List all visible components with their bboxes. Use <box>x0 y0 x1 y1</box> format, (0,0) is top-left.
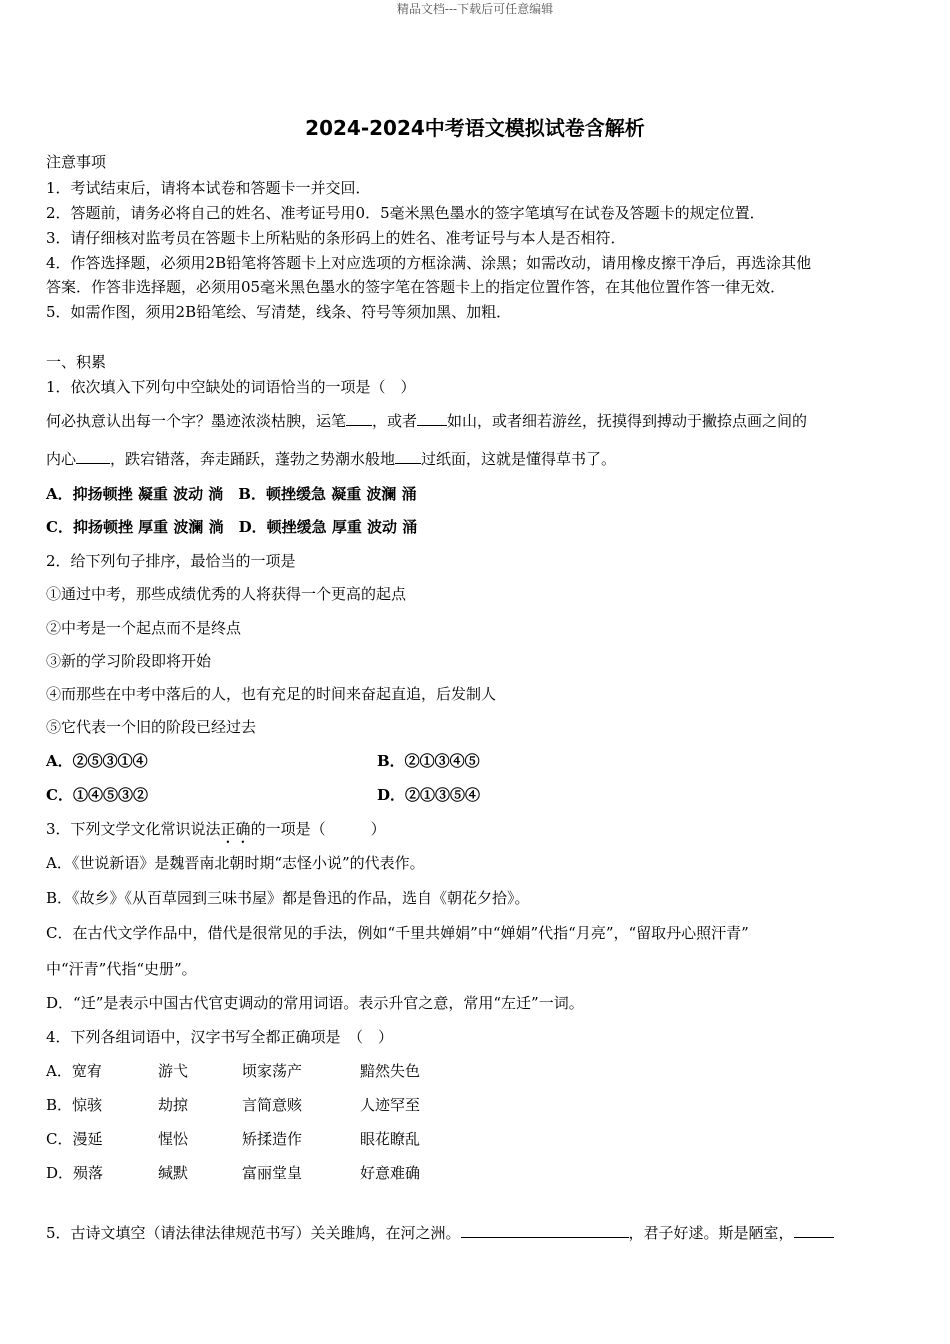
q4-word: D．殒落 <box>46 1164 104 1182</box>
q3-emphasis: 正确 <box>220 820 251 838</box>
q3-option-a: A．《世说新语》是魏晋南北朝时期“志怪小说”的代表作。 <box>46 854 425 872</box>
blank-3 <box>76 448 110 464</box>
q4-word: 好意难确 <box>360 1164 421 1182</box>
q4-word: 惺忪 <box>158 1130 189 1148</box>
q2-sentence: ①通过中考，那些成绩优秀的人将获得一个更高的起点 <box>46 585 407 603</box>
notice-item: 2．答题前，请务必将自己的姓名、准考证号用0．5毫米黑色墨水的签字笔填写在试卷及答题卡的规定位置． <box>46 204 765 222</box>
q4-stem: 4．下列各组词语中，汉字书写全都正确项是 （ ） <box>46 1028 394 1046</box>
q2-stem: 2．给下列句子排序，最恰当的一项是 <box>46 552 296 570</box>
q3-stem <box>46 818 386 847</box>
q3-option-c-cont: 中“汗青”代指“史册”。 <box>46 960 197 978</box>
blank-4 <box>395 448 421 464</box>
q1-options-ab: A．抑扬顿挫 凝重 波动 淌 B．顿挫缓急 凝重 波澜 涌 <box>46 485 417 503</box>
q3-option-c: C．在古代文学作品中，借代是很常见的手法，例如“千里共婵娟”中“婵娟”代指“月亮”，“留取丹心照汗青” <box>46 924 749 942</box>
section-heading: 一、积累 <box>46 353 107 371</box>
q1-passage-line2 <box>46 448 616 469</box>
q2-sentence: ③新的学习阶段即将开始 <box>46 652 212 670</box>
q1-text: 如山，或者细若游丝，抚摸得到搏动于撇捺点画之间的 <box>447 412 808 430</box>
notice-item: 1．考试结束后，请将本试卷和答题卡一并交回． <box>46 179 371 197</box>
q1-options-cd: C．抑扬顿挫 厚重 波澜 淌 D．顿挫缓急 厚重 波动 涌 <box>46 518 418 536</box>
blank-2 <box>417 410 447 426</box>
q2-sentence: ④而那些在中考中落后的人，也有充足的时间来奋起直追，后发制人 <box>46 685 497 703</box>
q1-text: ，或者 <box>372 412 418 430</box>
q4-word: 言简意赅 <box>242 1096 303 1114</box>
q2-option-a: A．②⑤③①④ <box>46 752 148 770</box>
q1-text: 何必执意认出每一个字？墨迹浓淡枯腴，运笔 <box>46 412 347 430</box>
q5-text: ，君子好逑。斯是陋室， <box>628 1224 794 1242</box>
q4-word: 矫揉造作 <box>242 1130 303 1148</box>
q4-word: A．宽宥 <box>46 1062 102 1080</box>
notice-item: 答案．作答非选择题，必须用05毫米黑色墨水的签字笔在答题卡上的指定位置作答，在其他位置作答一律无效． <box>46 278 786 296</box>
q1-text: ，跌宕错落，奔走踊跃，蓬勃之势潮水般地 <box>110 450 396 468</box>
q1-passage-line1 <box>46 410 807 431</box>
q5-stem <box>46 1222 834 1243</box>
q3-text: 3．下列文学文化常识说法 <box>46 820 221 838</box>
page-header: 精品文档---下载后可任意编辑 <box>396 2 554 16</box>
q4-word: 富丽堂皇 <box>242 1164 303 1182</box>
q4-word: 黯然失色 <box>360 1062 421 1080</box>
q2-sentence: ②中考是一个起点而不是终点 <box>46 619 242 637</box>
blank-answer <box>461 1222 629 1238</box>
notice-item: 4．作答选择题，必须用2B铅笔将答题卡上对应选项的方框涂满、涂黑；如需改动，请用橡皮擦干净后，再选涂其他 <box>46 254 812 272</box>
page-title: 2024-2024中考语文模拟试卷含解析 <box>305 116 645 140</box>
q5-text: 5．古诗文填空（请法律法律规范书写）关关雎鸠，在河之洲。 <box>46 1224 461 1242</box>
q3-option-b: B．《故乡》《从百草园到三味书屋》都是鲁迅的作品，选自《朝花夕拾》。 <box>46 889 530 907</box>
q1-stem: 1．依次填入下列句中空缺处的词语恰当的一项是（ ） <box>46 378 416 396</box>
q4-word: 顷家荡产 <box>242 1062 303 1080</box>
q3-text: 的一项是（ ） <box>250 820 386 838</box>
blank-answer <box>794 1222 834 1238</box>
notice-item: 5．如需作图，须用2B铅笔绘、写清楚，线条、符号等须加黑、加粗． <box>46 303 512 321</box>
blank-1 <box>346 410 372 426</box>
q4-word: 缄默 <box>158 1164 189 1182</box>
q4-word: 眼花瞭乱 <box>360 1130 421 1148</box>
q1-text: 过纸面，这就是懂得草书了。 <box>421 450 617 468</box>
q2-option-d: D．②①③⑤④ <box>377 786 481 804</box>
notice-heading: 注意事项 <box>46 153 107 171</box>
q4-word: B．惊骇 <box>46 1096 103 1114</box>
q4-word: C．漫延 <box>46 1130 103 1148</box>
q4-word: 游弋 <box>158 1062 189 1080</box>
q4-word: 人迹罕至 <box>360 1096 421 1114</box>
notice-item: 3．请仔细核对监考员在答题卡上所粘贴的条形码上的姓名、准考证号与本人是否相符． <box>46 229 626 247</box>
q4-word: 劫掠 <box>158 1096 189 1114</box>
q2-sentence: ⑤它代表一个旧的阶段已经过去 <box>46 718 257 736</box>
q2-option-b: B．②①③④⑤ <box>377 752 480 770</box>
q1-text: 内心 <box>46 450 77 468</box>
q2-option-c: C．①④⑤③② <box>46 786 148 804</box>
q3-option-d: D．“迁”是表示中国古代官吏调动的常用词语。表示升官之意，常用“左迁”一词。 <box>46 994 584 1012</box>
